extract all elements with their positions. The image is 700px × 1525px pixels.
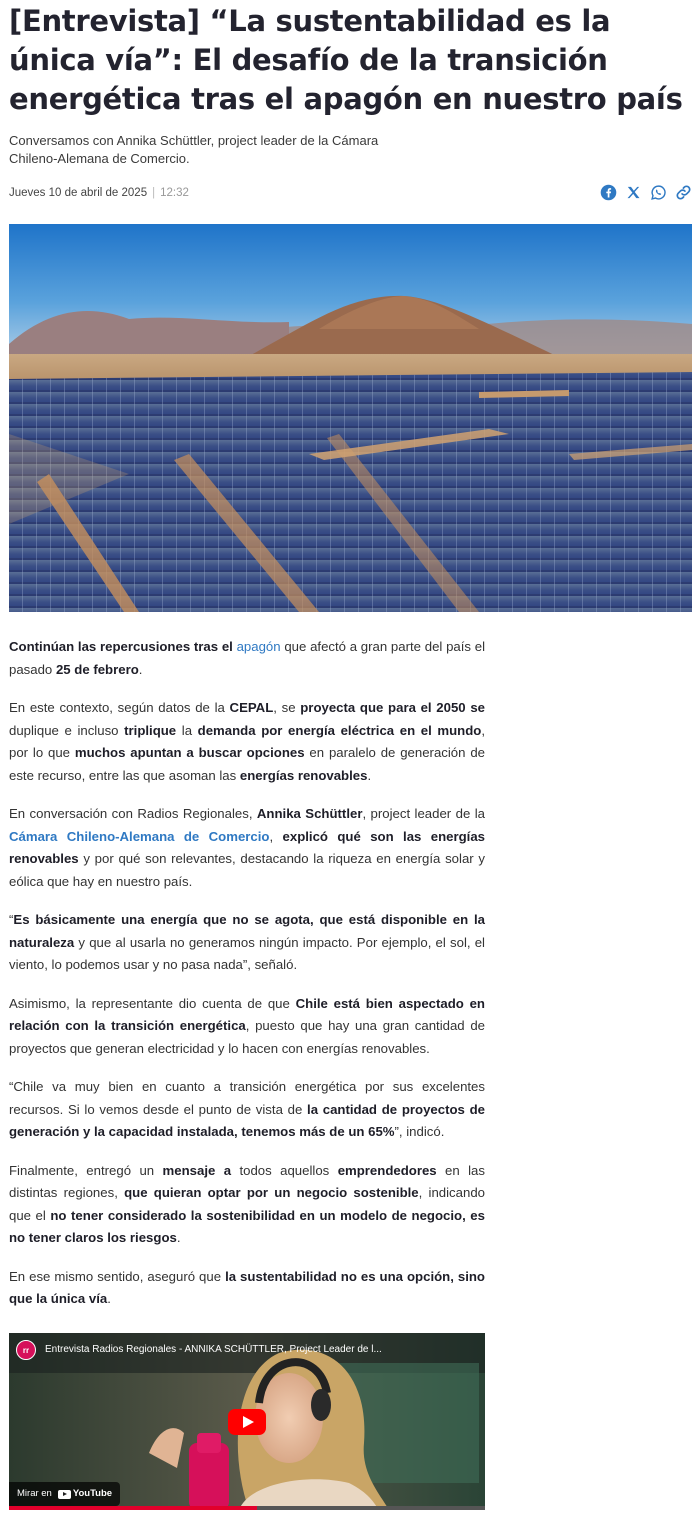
watch-on-youtube-button[interactable] [9, 1482, 120, 1506]
paragraph-2: En este contexto, según datos de la CEPAL, se proyecta que para el 2050 se duplique e incluso triplique la demanda por energía eléctrica en el mundo, por lo que muchos apuntan a buscar opciones en paralelo de generación de este recurso, entre las que asoman las energías renovables. [9, 700, 485, 783]
watch-label: Mirar en [17, 1488, 52, 1499]
video-title[interactable]: Entrevista Radios Regionales - ANNIKA SCHÜTTLER, Project Leader de l... [45, 1344, 382, 1355]
whatsapp-icon[interactable] [650, 184, 667, 201]
paragraph-6: “Chile va muy bien en cuanto a transición energética por sus excelentes recursos. Si lo vemos desde el punto de vista de la cantidad de proyectos de generación y la capacidad instalada, tenemos más de un 65%”, indicó. [9, 1079, 485, 1139]
youtube-video-embed[interactable] [9, 1333, 485, 1510]
meta-separator: | [152, 187, 156, 199]
youtube-label: YouTube [72, 1488, 113, 1499]
paragraph-1: Continúan las repercusiones tras el apagón que afectó a gran parte del país el pasado 25 de febrero. [9, 639, 485, 677]
facebook-icon[interactable] [600, 184, 617, 201]
x-icon[interactable] [625, 184, 642, 201]
camara-link[interactable]: Cámara Chileno-Alemana de Comercio [9, 828, 270, 844]
youtube-icon [58, 1490, 71, 1499]
play-button[interactable] [228, 1409, 266, 1435]
link-icon[interactable] [675, 184, 692, 201]
article-subtitle: Conversamos con Annika Schüttler, project leader de la Cámara Chileno-Alemana de Comercio. [9, 133, 379, 166]
article-body [9, 636, 485, 1327]
paragraph-4: “Es básicamente una energía que no se agota, que está disponible en la naturaleza y que al usarla no generamos ningún impacto. Por ejemplo, el sol, el viento, lo podemos usar y no pasa nada”, señaló. [9, 912, 485, 972]
publish-date: Jueves 10 de abril de 2025 [9, 187, 148, 199]
paragraph-5: Asimismo, la representante dio cuenta de que Chile está bien aspectado en relación con la transición energética, puesto que hay una gran cantidad de proyectos que generan electricidad y lo hacen con energías renovables. [9, 995, 485, 1056]
youtube-logo [58, 1482, 112, 1506]
paragraph-7: Finalmente, entregó un mensaje a todos aquellos emprendedores en las distintas regiones, que quieran optar por un negocio sostenible, indicando que el no tener considerado la sostenibilidad en un modelo de negocio, es no tener claros los riesgos. [9, 1162, 485, 1245]
publish-time: 12:32 [160, 187, 189, 199]
paragraph-3: En conversación con Radios Regionales, Annika Schüttler, project leader de la Cámara Chileno-Alemana de Comercio, explicó qué son las energías renovables y por qué son relevantes, destacando la riqueza en energía solar y eólica que hay en nuestro país. [9, 806, 486, 889]
channel-logo[interactable]: rr [16, 1340, 36, 1360]
share-bar [600, 184, 692, 201]
video-progress-bar[interactable] [9, 1506, 485, 1510]
paragraph-8: En ese mismo sentido, aseguró que la sustentabilidad no es una opción, sino que la única vía. [9, 1268, 485, 1306]
article-title: [Entrevista] “La sustentabilidad es la única vía”: El desafío de la transición energética tras el apagón en nuestro país [9, 4, 683, 116]
video-progress-fill [9, 1506, 257, 1510]
apagon-link[interactable]: apagón [236, 639, 281, 654]
article-meta [9, 187, 189, 199]
solar-farm-image [9, 224, 692, 612]
